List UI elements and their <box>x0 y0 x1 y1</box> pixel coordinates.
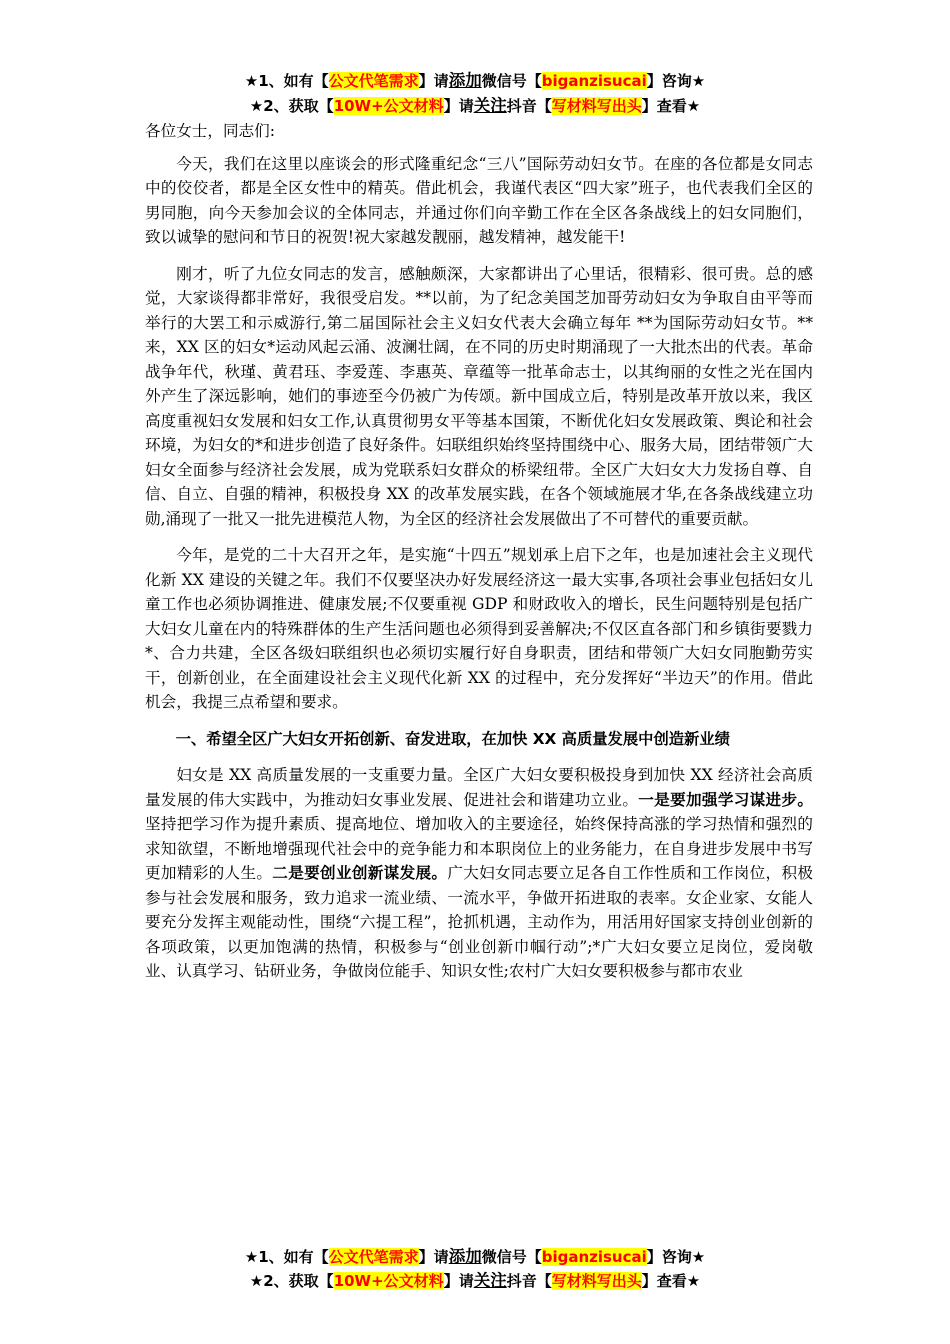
banner-emphasis: 关注 <box>473 1271 507 1290</box>
banner-highlight: 公文代笔需求 <box>328 1248 419 1266</box>
banner-text: 】请 <box>418 1248 449 1266</box>
banner-highlight: 10W+公文材料 <box>333 1272 444 1290</box>
banner-text: 】查看★ <box>641 1272 701 1290</box>
bold-point-2: 二是要创业创新谋发展。 <box>272 864 448 882</box>
banner-text: ★1、如有【 <box>244 72 329 90</box>
banner-text: 微信号【 <box>481 1248 542 1266</box>
banner-text: 】咨询★ <box>646 72 706 90</box>
header-banner-line-1 <box>0 70 950 92</box>
paragraph-1: 今天，我们在这里以座谈会的形式隆重纪念“三八”国际劳动妇女节。在座的各位都是女同志中的佼佼者，都是全区女性中的精英。借此机会，我谨代表区“四大家”班子，也代表我们全区的男同胞，向今天参加会议的全体同志，并通过你们向辛勤工作在全区各条战线上的妇女同胞们，致以诚挚的慰问和节日的祝贺!祝大家越发靓丽，越发精神，越发能干! <box>145 154 813 246</box>
paragraph-text: 坚持把学习作为提升素质、提高地位、增加收入的主要途径，始终保持高涨的学习热情和强烈的求知欲望，不断地增强现代社会中的竞争能力和本职岗位上的业务能力，在自身进步发展中书写更加精彩的人生。 <box>145 815 813 882</box>
banner-emphasis: 关注 <box>473 96 507 115</box>
banner-text: 】请 <box>418 72 449 90</box>
banner-highlight: biganzisucai <box>541 72 647 90</box>
paragraph-text: 妇女是 XX 高质量发展的一支重要力量。全区广大妇女要积极投身到加快 XX 经济社会高质量发展的伟大实践中，为推动妇女事业发展、促进社会和谐建功立业。 <box>145 766 813 809</box>
banner-highlight: 10W+公文材料 <box>333 97 444 115</box>
paragraph-text: 广大妇女同志要立足各自工作性质和工作岗位，积极参与社会发展和服务，致力追求一流业绩、一流水平，争做开拓进取的表率。女企业家、女能人要充分发挥主观能动性，围绕“六提工程”，抢抓机遇，主动作为，用活用好国家支持创业创新的各项政策，以更加饱满的热情，积极参与“创业创新巾帼行动”;*广大妇女要立足岗位，爱岗敬业、认真学习、钻研业务，争做岗位能手、知识女性;农村广大妇女要积极参与都市农业 <box>145 864 813 980</box>
banner-highlight: 公文代笔需求 <box>328 72 419 90</box>
footer-banner-line-2 <box>0 1270 950 1292</box>
banner-text: ★1、如有【 <box>244 1248 329 1266</box>
document-body <box>145 119 813 980</box>
paragraph-3: 今年，是党的二十大召开之年，是实施“十四五”规划承上启下之年，也是加速社会主义现代化新 XX 建设的关键之年。我们不仅要坚决办好发展经济这一最大实事,各项社会事业包括妇女儿童工作也必须协调推进、健康发展;不仅要重视 GDP 和财政收入的增长，民生问题特别是包括广大妇女儿童在内的特殊群体的生产生活问题也必须得到妥善解决;不仅区直各部门和乡镇街要戮力*、合力共建，全区各级妇联组织也必须切实履行好自身职责，团结和带领广大妇女同胞勤劳实干，创新创业，在全面建设社会主义现代化新 XX 的过程中，充分发挥好“半边天”的作用。借此机会，我提三点希望和要求。 <box>145 546 813 711</box>
banner-emphasis: 添加 <box>448 71 482 90</box>
banner-highlight: 写材料写出头 <box>551 97 642 115</box>
banner-emphasis: 添加 <box>448 1247 482 1266</box>
banner-text: 】请 <box>443 1272 474 1290</box>
bold-point-1: 一是要加强学习谋进步。 <box>638 790 813 809</box>
banner-text: 】请 <box>443 97 474 115</box>
banner-text: ★2、获取【 <box>249 97 334 115</box>
greeting: 各位女士，同志们: <box>145 122 276 140</box>
banner-highlight: biganzisucai <box>541 1248 647 1266</box>
paragraph-4 <box>145 763 813 980</box>
banner-highlight: 写材料写出头 <box>551 1272 642 1290</box>
banner-text: 抖音【 <box>506 97 552 115</box>
paragraph-2: 刚才，听了九位女同志的发言，感触颇深，大家都讲出了心里话，很精彩、很可贵。总的感觉，大家谈得都非常好，我很受启发。**以前，为了纪念美国芝加哥劳动妇女为争取自由平等而举行的大罢工和示威游行,第二届国际社会主义妇女代表大会确立每年 **为国际劳动妇女节。**来，XX 区的妇女*运动风起云涌、波澜壮阔，在不同的历史时期涌现了一大批杰出的代表。革命战争年代，秋瑾、黄君珏、李爱莲、李惠英、章蕴等一批革命志士，以其绚丽的女性之光在国内外产生了深远影响，她们的事迹至今仍被广为传颂。新中国成立后，特别是改革开放以来，我区高度重视妇女发展和妇女工作,认真贯彻男女平等基本国策，不断优化妇女发展政策、舆论和社会环境，为妇女的*和进步创造了良好条件。妇联组织始终坚持围绕中心、服务大局，团结带领广大妇女全面参与经济社会发展，成为党联系妇女群众的桥梁纽带。全区广大妇女大力发扬自尊、自信、自立、自强的精神，积极投身 XX 的改革发展实践，在各个领域施展才华,在各条战线建立功勋,涌现了一批又一批先进模范人物，为全区的经济社会发展做出了不可替代的重要贡献。 <box>145 264 813 528</box>
section-heading-1: 一、希望全区广大妇女开拓创新、奋发进取，在加快 XX 高质量发展中创造新业绩 <box>175 729 730 748</box>
banner-text: ★2、获取【 <box>249 1272 334 1290</box>
banner-text: 抖音【 <box>506 1272 552 1290</box>
header-banner-line-2 <box>0 95 950 117</box>
footer-banner-line-1 <box>0 1246 950 1268</box>
banner-text: 微信号【 <box>481 72 542 90</box>
banner-text: 】咨询★ <box>646 1248 706 1266</box>
banner-text: 】查看★ <box>641 97 701 115</box>
